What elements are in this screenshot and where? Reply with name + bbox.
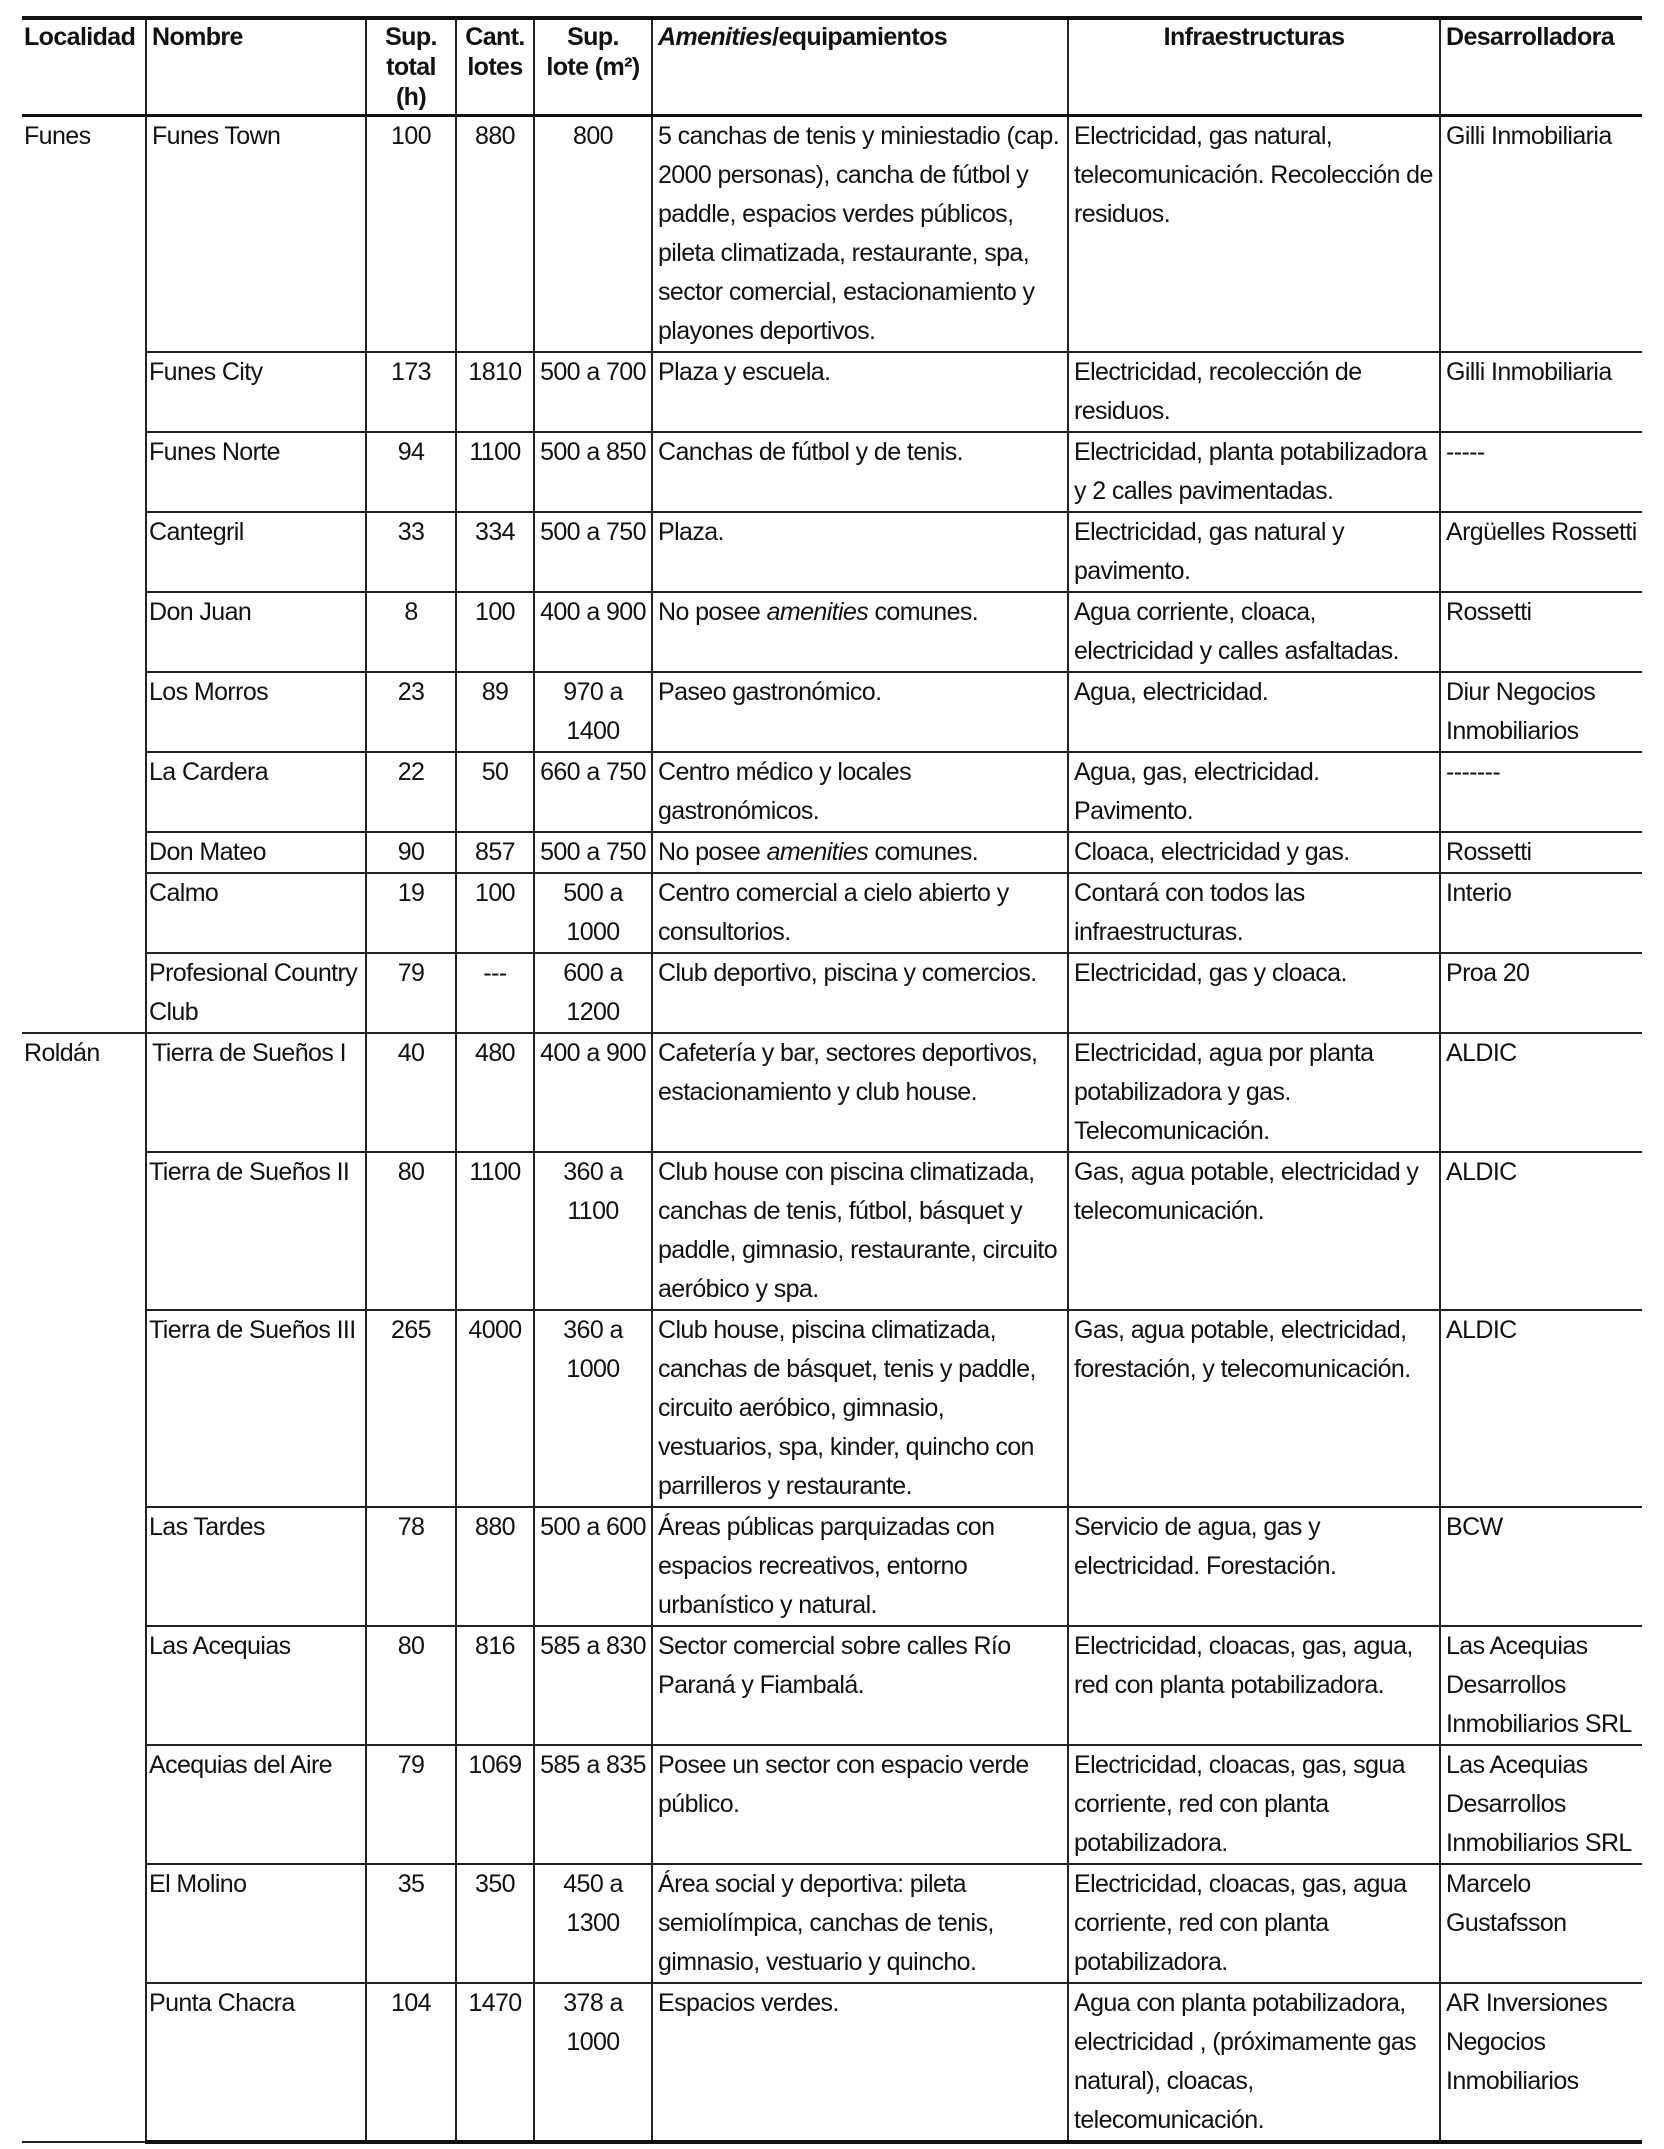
sup-lote-cell: 585 a 830 bbox=[534, 1626, 652, 1745]
localidad-cell: Roldán bbox=[22, 1033, 146, 2142]
nombre-cell: Funes Norte bbox=[146, 432, 366, 512]
sup-total-cell: 40 bbox=[366, 1033, 456, 1152]
infraestructuras-cell: Gas, agua potable, electricidad y telecomunicación. bbox=[1068, 1152, 1440, 1310]
header-desarrolladora: Desarrolladora bbox=[1440, 18, 1642, 116]
amenities-cell: Plaza. bbox=[652, 512, 1068, 592]
infraestructuras-cell: Electricidad, agua por planta potabilizadora y gas. Telecomunicación. bbox=[1068, 1033, 1440, 1152]
table-row bbox=[22, 1983, 1642, 2142]
nombre-cell: Funes Town bbox=[146, 116, 366, 353]
desarrolladora-cell: ALDIC bbox=[1440, 1310, 1642, 1507]
nombre-cell: Las Acequias bbox=[146, 1626, 366, 1745]
infraestructuras-cell: Agua corriente, cloaca, electricidad y calles asfaltadas. bbox=[1068, 592, 1440, 672]
desarrolladora-cell: ------- bbox=[1440, 752, 1642, 832]
sup-total-cell: 79 bbox=[366, 953, 456, 1033]
infraestructuras-cell: Agua, electricidad. bbox=[1068, 672, 1440, 752]
infraestructuras-cell: Agua con planta potabilizadora, electricidad , (próximamente gas natural), cloacas, telecomunicación. bbox=[1068, 1983, 1440, 2142]
nombre-cell: Tierra de Sueños II bbox=[146, 1152, 366, 1310]
nombre-cell: Funes City bbox=[146, 352, 366, 432]
table-row bbox=[22, 1507, 1642, 1626]
sup-total-cell: 35 bbox=[366, 1864, 456, 1983]
infraestructuras-cell: Electricidad, cloacas, gas, agua corriente, red con planta potabilizadora. bbox=[1068, 1864, 1440, 1983]
table-row bbox=[22, 1626, 1642, 1745]
table-row bbox=[22, 873, 1642, 953]
table-row bbox=[22, 832, 1642, 873]
desarrolladora-cell: Interio bbox=[1440, 873, 1642, 953]
table-body bbox=[22, 116, 1642, 2143]
infraestructuras-cell: Electricidad, gas natural, telecomunicación. Recolección de residuos. bbox=[1068, 116, 1440, 353]
table-row bbox=[22, 1152, 1642, 1310]
infraestructuras-cell: Electricidad, gas natural y pavimento. bbox=[1068, 512, 1440, 592]
cant-lotes-cell: 857 bbox=[456, 832, 534, 873]
infraestructuras-cell: Agua, gas, electricidad. Pavimento. bbox=[1068, 752, 1440, 832]
header-amenities: Amenities/equipamientos bbox=[652, 18, 1068, 116]
sup-total-cell: 23 bbox=[366, 672, 456, 752]
amenities-cell: Posee un sector con espacio verde público. bbox=[652, 1745, 1068, 1864]
desarrolladora-cell: AR Inversiones Negocios Inmobiliarios bbox=[1440, 1983, 1642, 2142]
cant-lotes-cell: 1810 bbox=[456, 352, 534, 432]
sup-total-cell: 104 bbox=[366, 1983, 456, 2142]
desarrolladora-cell: Proa 20 bbox=[1440, 953, 1642, 1033]
sup-total-cell: 78 bbox=[366, 1507, 456, 1626]
cant-lotes-cell: 880 bbox=[456, 116, 534, 353]
amenities-cell: Centro médico y locales gastronómicos. bbox=[652, 752, 1068, 832]
header-sup-total: Sup. total (h) bbox=[366, 18, 456, 116]
amenities-cell: Club deportivo, piscina y comercios. bbox=[652, 953, 1068, 1033]
desarrolladora-cell: Marcelo Gustafsson bbox=[1440, 1864, 1642, 1983]
amenities-cell: Centro comercial a cielo abierto y consultorios. bbox=[652, 873, 1068, 953]
cant-lotes-cell: 334 bbox=[456, 512, 534, 592]
infraestructuras-cell: Electricidad, recolección de residuos. bbox=[1068, 352, 1440, 432]
header-localidad: Localidad bbox=[22, 18, 146, 116]
sup-lote-cell: 660 a 750 bbox=[534, 752, 652, 832]
cant-lotes-cell: 100 bbox=[456, 873, 534, 953]
table-row bbox=[22, 752, 1642, 832]
amenities-cell: No posee amenities comunes. bbox=[652, 592, 1068, 672]
nombre-cell: Acequias del Aire bbox=[146, 1745, 366, 1864]
cant-lotes-cell: 50 bbox=[456, 752, 534, 832]
table-row bbox=[22, 1033, 1642, 1152]
nombre-cell: El Molino bbox=[146, 1864, 366, 1983]
sup-lote-cell: 500 a 600 bbox=[534, 1507, 652, 1626]
infraestructuras-cell: Contará con todos las infraestructuras. bbox=[1068, 873, 1440, 953]
amenities-cell: Club house, piscina climatizada, canchas de básquet, tenis y paddle, circuito aeróbico, gimnasio, vestuarios, spa, kinder, quincho con parrilleros y restaurante. bbox=[652, 1310, 1068, 1507]
sup-total-cell: 8 bbox=[366, 592, 456, 672]
sup-total-cell: 33 bbox=[366, 512, 456, 592]
sup-total-cell: 19 bbox=[366, 873, 456, 953]
cant-lotes-cell: 816 bbox=[456, 1626, 534, 1745]
header-cant-lotes: Cant. lotes bbox=[456, 18, 534, 116]
sup-total-cell: 80 bbox=[366, 1626, 456, 1745]
sup-lote-cell: 400 a 900 bbox=[534, 1033, 652, 1152]
developments-table-wrapper bbox=[22, 16, 1642, 2144]
desarrolladora-cell: Gilli Inmobiliaria bbox=[1440, 116, 1642, 353]
header-sup-lote: Sup. lote (m²) bbox=[534, 18, 652, 116]
amenities-cell: Plaza y escuela. bbox=[652, 352, 1068, 432]
table-row bbox=[22, 352, 1642, 432]
header-infraestructuras: Infraestructuras bbox=[1068, 18, 1440, 116]
sup-total-cell: 80 bbox=[366, 1152, 456, 1310]
sup-lote-cell: 500 a 850 bbox=[534, 432, 652, 512]
desarrolladora-cell: Diur Negocios Inmobiliarios bbox=[1440, 672, 1642, 752]
table-row bbox=[22, 1864, 1642, 1983]
localidad-cell: Funes bbox=[22, 116, 146, 1034]
table-row bbox=[22, 116, 1642, 353]
sup-lote-cell: 450 a 1300 bbox=[534, 1864, 652, 1983]
infraestructuras-cell: Electricidad, gas y cloaca. bbox=[1068, 953, 1440, 1033]
table-row bbox=[22, 592, 1642, 672]
infraestructuras-cell: Cloaca, electricidad y gas. bbox=[1068, 832, 1440, 873]
nombre-cell: Don Mateo bbox=[146, 832, 366, 873]
cant-lotes-cell: 89 bbox=[456, 672, 534, 752]
sup-lote-cell: 500 a 1000 bbox=[534, 873, 652, 953]
sup-total-cell: 94 bbox=[366, 432, 456, 512]
sup-lote-cell: 600 a 1200 bbox=[534, 953, 652, 1033]
desarrolladora-cell: ----- bbox=[1440, 432, 1642, 512]
infraestructuras-cell: Electricidad, cloacas, gas, agua, red con planta potabilizadora. bbox=[1068, 1626, 1440, 1745]
nombre-cell: Tierra de Sueños III bbox=[146, 1310, 366, 1507]
table-row bbox=[22, 1745, 1642, 1864]
table-row bbox=[22, 432, 1642, 512]
infraestructuras-cell: Electricidad, cloacas, gas, sgua corriente, red con planta potabilizadora. bbox=[1068, 1745, 1440, 1864]
cant-lotes-cell: 480 bbox=[456, 1033, 534, 1152]
infraestructuras-cell: Servicio de agua, gas y electricidad. Forestación. bbox=[1068, 1507, 1440, 1626]
sup-lote-cell: 360 a 1100 bbox=[534, 1152, 652, 1310]
sup-lote-cell: 500 a 700 bbox=[534, 352, 652, 432]
sup-total-cell: 100 bbox=[366, 116, 456, 353]
sup-lote-cell: 500 a 750 bbox=[534, 512, 652, 592]
desarrolladora-cell: Gilli Inmobiliaria bbox=[1440, 352, 1642, 432]
infraestructuras-cell: Gas, agua potable, electricidad, forestación, y telecomunicación. bbox=[1068, 1310, 1440, 1507]
cant-lotes-cell: 880 bbox=[456, 1507, 534, 1626]
table-row bbox=[22, 1310, 1642, 1507]
sup-total-cell: 265 bbox=[366, 1310, 456, 1507]
nombre-cell: La Cardera bbox=[146, 752, 366, 832]
nombre-cell: Los Morros bbox=[146, 672, 366, 752]
table-row bbox=[22, 953, 1642, 1033]
infraestructuras-cell: Electricidad, planta potabilizadora y 2 calles pavimentadas. bbox=[1068, 432, 1440, 512]
nombre-cell: Punta Chacra bbox=[146, 1983, 366, 2142]
sup-lote-cell: 360 a 1000 bbox=[534, 1310, 652, 1507]
cant-lotes-cell: 350 bbox=[456, 1864, 534, 1983]
amenities-cell: No posee amenities comunes. bbox=[652, 832, 1068, 873]
sup-total-cell: 90 bbox=[366, 832, 456, 873]
amenities-cell: Espacios verdes. bbox=[652, 1983, 1068, 2142]
amenities-cell: Áreas públicas parquizadas con espacios recreativos, entorno urbanístico y natural. bbox=[652, 1507, 1068, 1626]
desarrolladora-cell: ALDIC bbox=[1440, 1152, 1642, 1310]
sup-total-cell: 22 bbox=[366, 752, 456, 832]
nombre-cell: Don Juan bbox=[146, 592, 366, 672]
amenities-cell: Canchas de fútbol y de tenis. bbox=[652, 432, 1068, 512]
cant-lotes-cell: 4000 bbox=[456, 1310, 534, 1507]
cant-lotes-cell: --- bbox=[456, 953, 534, 1033]
cant-lotes-cell: 1069 bbox=[456, 1745, 534, 1864]
desarrolladora-cell: Las Acequias Desarrollos Inmobiliarios SRL bbox=[1440, 1626, 1642, 1745]
desarrolladora-cell: BCW bbox=[1440, 1507, 1642, 1626]
table-header bbox=[22, 18, 1642, 116]
amenities-cell: Área social y deportiva: pileta semiolímpica, canchas de tenis, gimnasio, vestuario y quincho. bbox=[652, 1864, 1068, 1983]
table-row bbox=[22, 512, 1642, 592]
desarrolladora-cell: Argüelles Rossetti bbox=[1440, 512, 1642, 592]
nombre-cell: Profesional Country Club bbox=[146, 953, 366, 1033]
amenities-cell: Club house con piscina climatizada, canchas de tenis, fútbol, básquet y paddle, gimnasio, restaurante, circuito aeróbico y spa. bbox=[652, 1152, 1068, 1310]
amenities-cell: Cafetería y bar, sectores deportivos, estacionamiento y club house. bbox=[652, 1033, 1068, 1152]
sup-total-cell: 79 bbox=[366, 1745, 456, 1864]
amenities-cell: 5 canchas de tenis y miniestadio (cap. 2000 personas), cancha de fútbol y paddle, espacios verdes públicos, pileta climatizada, restaurante, spa, sector comercial, estacionamiento y playones deportivos. bbox=[652, 116, 1068, 353]
nombre-cell: Tierra de Sueños I bbox=[146, 1033, 366, 1152]
sup-lote-cell: 500 a 750 bbox=[534, 832, 652, 873]
desarrolladora-cell: Rossetti bbox=[1440, 592, 1642, 672]
cant-lotes-cell: 1100 bbox=[456, 1152, 534, 1310]
desarrolladora-cell: Rossetti bbox=[1440, 832, 1642, 873]
sup-lote-cell: 970 a 1400 bbox=[534, 672, 652, 752]
sup-total-cell: 173 bbox=[366, 352, 456, 432]
amenities-cell: Sector comercial sobre calles Río Paraná y Fiambalá. bbox=[652, 1626, 1068, 1745]
sup-lote-cell: 800 bbox=[534, 116, 652, 353]
cant-lotes-cell: 100 bbox=[456, 592, 534, 672]
desarrolladora-cell: Las Acequias Desarrollos Inmobiliarios SRL bbox=[1440, 1745, 1642, 1864]
nombre-cell: Calmo bbox=[146, 873, 366, 953]
desarrolladora-cell: ALDIC bbox=[1440, 1033, 1642, 1152]
header-nombre: Nombre bbox=[146, 18, 366, 116]
table-row bbox=[22, 672, 1642, 752]
developments-table bbox=[22, 16, 1642, 2144]
nombre-cell: Cantegril bbox=[146, 512, 366, 592]
amenities-cell: Paseo gastronómico. bbox=[652, 672, 1068, 752]
sup-lote-cell: 400 a 900 bbox=[534, 592, 652, 672]
sup-lote-cell: 378 a 1000 bbox=[534, 1983, 652, 2142]
nombre-cell: Las Tardes bbox=[146, 1507, 366, 1626]
sup-lote-cell: 585 a 835 bbox=[534, 1745, 652, 1864]
cant-lotes-cell: 1100 bbox=[456, 432, 534, 512]
cant-lotes-cell: 1470 bbox=[456, 1983, 534, 2142]
